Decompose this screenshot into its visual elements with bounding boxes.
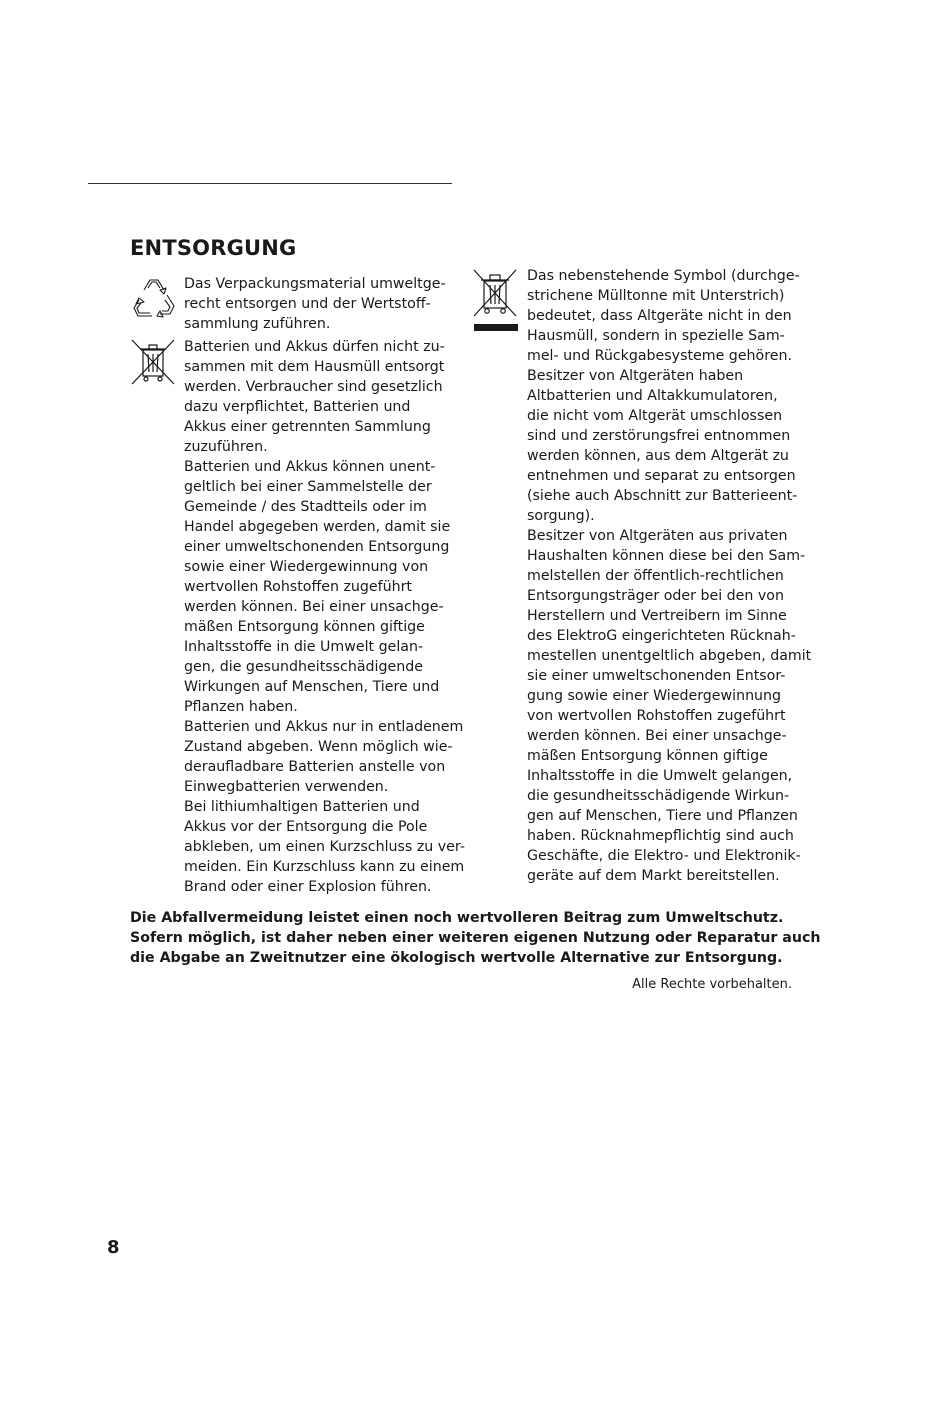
battery-disposal-text: Batterien und Akkus dürfen nicht zu- sammen mit dem Hausmüll entsorgt werden. Verbraucher sind gesetzlich dazu verpflichtet, Batterien und Akkus einer getrennten Sammlung zuzuführen. Batterien und Akkus können unent- geltlich bei einer Sammelstelle der Gemeinde / des Stadtteils oder im Handel abgegeben werden, damit sie einer umweltschonenden Entsorgung sowie einer Wiedergewinnung von wertvollen Rohstoffen zugeführt werden können. Bei einer unsachge- mäßen Entsorgung können giftige Inhaltsstoffe in die Umwelt gelan- gen, die gesundheitsschädigende Wirkungen auf Menschen, Tiere und Pflanzen haben. Batterien und Akkus nur in entladenem Zustand abgeben. Wenn möglich wie- deraufladbare Batterien anstelle von Einwegbatterien verwenden. Bei lithiumhaltigen Batterien und Akkus vor der Entsorgung die Pole abkleben, um einen Kurzschluss zu ver- meiden. Ein Kurzschluss kann zu einem Brand oder einer Explosion führen. [184, 339, 465, 895]
waste-prevention-note: Die Abfallvermeidung leistet einen noch wertvolleren Beitrag zum Umweltschutz. Sofern möglich, ist daher neben einer weiteren eigenen Nutzung oder Reparatur auch die Abgabe an Zweitnutzer eine ökologisch wertvolle Alternative zur Entsorgung. [130, 910, 821, 966]
top-divider [88, 183, 452, 184]
recycling-icon [130, 276, 178, 322]
crossed-bin-battery-icon [130, 338, 176, 386]
packaging-disposal-text: Das Verpackungsmaterial umweltge- recht entsorgen und der Wertstoff- sammlung zuführen. [184, 276, 446, 332]
rights-notice: Alle Rechte vorbehalten. [632, 977, 792, 992]
weee-disposal-text: Das nebenstehende Symbol (durchge- strichene Mülltonne mit Unterstrich) bedeutet, dass Altgeräte nicht in den Hausmüll, sondern in spezielle Sam- mel- und Rückgabesysteme gehören. Besitzer von Altgeräten haben Altbatterien und Altakkumulatoren, die nicht vom Altgerät umschlossen sind und zerstörungsfrei entnommen werden können, aus dem Altgerät zu entnehmen und separat zu entsorgen (siehe auch Abschnitt zur Batterieent- sorgung). Besitzer von Altgeräten aus privaten Haushalten können diese bei den Sam- melstellen der öffentlich-rechtlichen Entsorgungsträger oder bei den von Herstellern und Vertreibern im Sinne des ElektroG eingerichteten Rücknah- mestellen unentgeltlich abgeben, damit sie einer umweltschonenden Entsor- gung sowie einer Wiedergewinnung von wertvollen Rohstoffen zugeführt werden können. Bei einer unsachge- mäßen Entsorgung können giftige Inhaltsstoffe in die Umwelt gelangen, die gesundheitsschädigende Wirkun- gen auf Menschen, Tiere und Pflanzen haben. Rücknahmepflichtig sind auch Geschäfte, die Elektro- und Elektronik- geräte auf dem Markt bereitstellen. [527, 268, 812, 884]
section-heading: ENTSORGUNG [130, 236, 297, 260]
page-number: 8 [107, 1237, 120, 1258]
crossed-wheelie-bin-icon [472, 268, 520, 334]
